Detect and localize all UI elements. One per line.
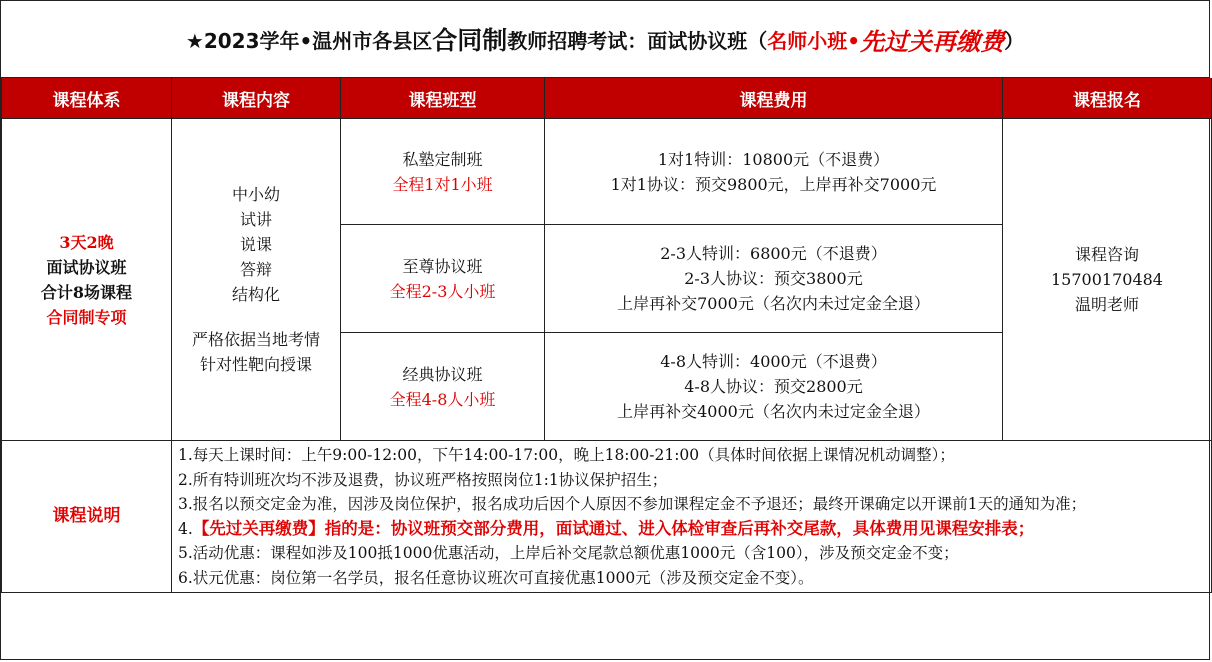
notes-cell [172,441,1212,593]
fee-cell [545,333,1003,441]
fee-line: 2-3人特训：6800元（不退费） [660,244,887,263]
note-item: 1.每天上课时间：上午9:00-12:00，下午14:00-17:00，晚上18:00-21:00（具体时间依据上课情况机动调整）； [178,446,955,464]
class-size: 全程4-8人小班 [389,389,496,409]
fee-line: 4-8人协议：预交2800元 [684,377,863,396]
enroll-cell [1003,119,1212,441]
class-type-cell [341,119,545,225]
class-name: 至尊协议班 [402,256,483,276]
content-item: 答辩 [239,260,272,279]
fee-cell [545,225,1003,333]
fee-line: 1对1特训：10800元（不退费） [657,149,890,169]
fee-line: 上岸再补交4000元（名次内未过定金全退） [617,402,930,421]
content-cell [172,119,341,441]
system-line2: 面试协议班 [46,257,127,277]
content-item: 说课 [239,235,272,254]
fee-line: 上岸再补交7000元（名次内未过定金全退） [617,294,930,313]
fee-line: 4-8人特训：4000元（不退费） [660,352,887,371]
enroll-phone[interactable]: 15700170484 [1051,270,1163,289]
system-line4: 合同制专项 [46,307,127,327]
enroll-label: 课程咨询 [1074,245,1139,264]
course-table [1,78,1212,593]
header-row [2,78,1212,119]
system-line3: 合计8场课程 [40,282,133,302]
title-red: 名师小班• [767,28,861,53]
header-content: 课程内容 [172,78,341,119]
enroll-teacher: 温明老师 [1074,295,1139,314]
system-line1: 3天2晚 [59,232,114,252]
class-type-cell [341,225,545,333]
content-note2: 针对性靶向授课 [199,355,312,374]
note-item: 3.报名以预交定金为准，因涉及岗位保护，报名成功后因个人原因不参加课程定金不予退还；最终开课确定以开课前1天的通知为准； [178,495,1087,513]
title-prefix: ★2023学年•温州市各县区 [185,28,433,53]
content-note1: 严格依据当地考情 [191,330,320,349]
title-middle: 教师招聘考试：面试协议班（ [507,28,768,53]
notes-label: 课程说明 [2,441,172,593]
content-item: 中小幼 [231,185,280,204]
note-4-prefix: 4. [178,519,193,538]
page-title [1,1,1209,78]
title-big: 合同制 [432,26,508,55]
fee-line: 2-3人协议：预交3800元 [684,269,863,288]
note-item: 6.状元优惠：岗位第一名学员，报名任意协议班次可直接优惠1000元（涉及预交定金不变）。 [178,568,814,587]
title-suffix: ） [1004,28,1025,53]
header-system: 课程体系 [2,78,172,119]
note-item: 2.所有特训班次均不涉及退费，协议班严格按照岗位1:1协议保护招生； [178,470,668,489]
notes-row [2,441,1212,593]
note-4-highlight: 【先过关再缴费】指的是：协议班预交部分费用，面试通过、进入体检审查后再补交尾款，具体费用见课程安排表； [192,518,1035,538]
fee-line: 1对1协议：预交9800元，上岸再补交7000元 [610,174,937,194]
system-cell [2,119,172,441]
class-type-cell [341,333,545,441]
class-size: 全程2-3人小班 [389,281,496,301]
class-size: 全程1对1小班 [392,174,493,194]
fee-cell [545,119,1003,225]
note-item-highlight [178,517,1205,542]
header-enroll: 课程报名 [1003,78,1212,119]
class-name: 私塾定制班 [402,149,483,169]
content-item: 结构化 [231,285,280,304]
class-name: 经典协议班 [402,364,483,384]
title-red-italic: 先过关再缴费 [860,27,1005,56]
note-item: 5.活动优惠：课程如涉及100抵1000优惠活动，上岸后补交尾款总额优惠1000元（含100），涉及预交定金不变； [178,544,959,562]
header-class-type: 课程班型 [341,78,545,119]
content-item: 试讲 [239,210,272,229]
header-fees: 课程费用 [545,78,1003,119]
class-row-1 [2,119,1212,225]
